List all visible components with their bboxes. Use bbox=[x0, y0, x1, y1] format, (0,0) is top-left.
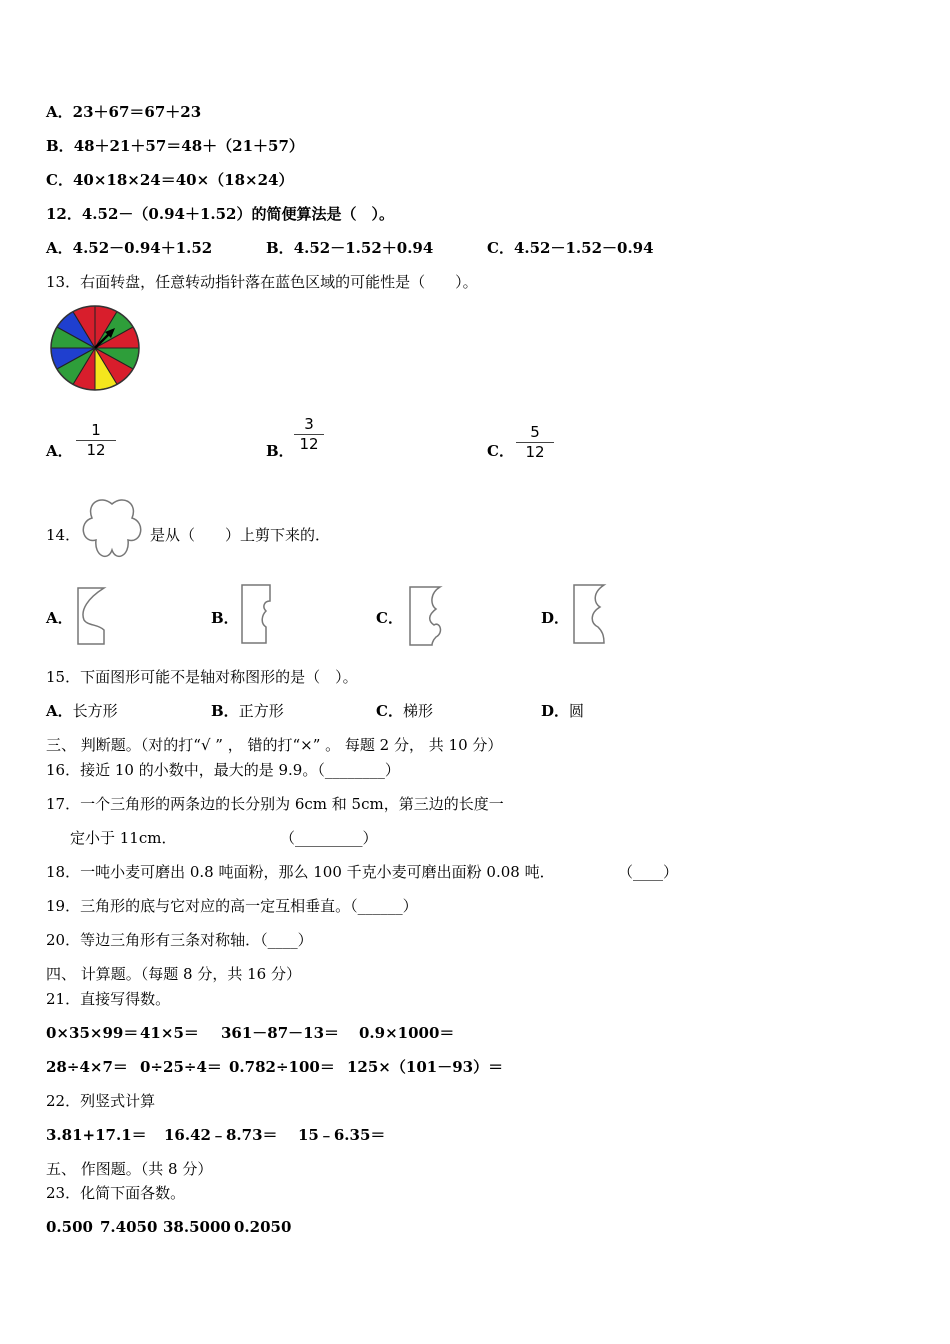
q15-stem: 15．下面图形可能不是轴对称图形的是（ ）。 bbox=[46, 668, 358, 686]
q11-option-c: C．40×18×24＝40×（18×24） bbox=[46, 171, 294, 189]
q21-item: 0.782÷100＝ bbox=[229, 1058, 335, 1076]
q14-option-c-letter: C． bbox=[376, 609, 403, 627]
q13-option-a-letter: A． bbox=[46, 442, 73, 460]
q23-item: 7.4050 bbox=[100, 1218, 158, 1236]
q22-stem: 22．列竖式计算 bbox=[46, 1092, 156, 1110]
q12-option-a: A．4.52－0.94＋1.52 bbox=[46, 239, 213, 257]
q11-option-b: B．48＋21＋57＝48＋（21＋57） bbox=[46, 137, 304, 155]
q21-stem: 21．直接写得数。 bbox=[46, 990, 171, 1008]
q19: 19．三角形的底与它对应的高一定互相垂直。（______） bbox=[46, 897, 418, 915]
q21-item: 41×5＝ bbox=[140, 1024, 199, 1042]
q14-stem: 是从（ ）上剪下来的． bbox=[150, 526, 331, 544]
q14-option-a-letter: A． bbox=[46, 609, 73, 627]
q23-item: 38.5000 bbox=[163, 1218, 231, 1236]
q23-item: 0.2050 bbox=[234, 1218, 292, 1236]
q14-option-d-letter: D． bbox=[541, 609, 570, 627]
q18: 18．一吨小麦可磨出 0.8 吨面粉，那么 100 千克小麦可磨出面粉 0.08 吨． bbox=[46, 863, 555, 881]
clover-shape-image bbox=[80, 496, 144, 562]
q20: 20．等边三角形有三条对称轴．（____） bbox=[46, 931, 313, 949]
q13-option-a-fraction: 1 12 bbox=[76, 422, 116, 459]
q17-blank: （_________） bbox=[280, 829, 378, 847]
q17-line1: 17．一个三角形的两条边的长分别为 6cm 和 5cm，第三边的长度一 bbox=[46, 795, 504, 813]
q21-item: 0×35×99＝ bbox=[46, 1024, 139, 1042]
q15-option-c: C．梯形 bbox=[376, 702, 433, 720]
q14-option-a-image bbox=[76, 586, 108, 646]
q15-option-b: B．正方形 bbox=[211, 702, 284, 720]
q16: 16．接近 10 的小数中，最大的是 9.9。（________） bbox=[46, 761, 400, 779]
q12-option-c: C．4.52－1.52－0.94 bbox=[487, 239, 654, 257]
q14-number: 14． bbox=[46, 526, 81, 544]
q13-option-c-fraction: 5 12 bbox=[516, 424, 554, 461]
q21-item: 361－87－13＝ bbox=[221, 1024, 340, 1042]
q15-option-d: D．圆 bbox=[541, 702, 585, 720]
q17-line2: 定小于 11cm． bbox=[70, 829, 177, 847]
q12-option-b: B．4.52－1.52＋0.94 bbox=[266, 239, 434, 257]
q22-item: 3.81+17.1＝ bbox=[46, 1126, 147, 1144]
q15-option-a: A．长方形 bbox=[46, 702, 118, 720]
q12-stem: 12．4.52－（0.94＋1.52）的简便算法是（ ）。 bbox=[46, 205, 394, 223]
q14-option-d-image bbox=[572, 583, 608, 645]
spinner-image bbox=[49, 304, 141, 392]
section-5-heading: 五、 作图题。（共 8 分） bbox=[46, 1160, 213, 1178]
q21-item: 125×（101－93）＝ bbox=[347, 1058, 504, 1076]
q21-item: 0.9×1000＝ bbox=[359, 1024, 455, 1042]
q13-stem: 13．右面转盘，任意转动指针落在蓝色区域的可能性是（ ）。 bbox=[46, 273, 478, 291]
q14-option-b-image bbox=[240, 583, 274, 645]
q14-option-b-letter: B． bbox=[211, 609, 239, 627]
q13-option-b-fraction: 3 12 bbox=[294, 416, 324, 453]
q11-option-a: A．23＋67＝67＋23 bbox=[46, 103, 202, 121]
q22-item: 15﹣6.35＝ bbox=[298, 1126, 386, 1144]
q21-item: 0÷25÷4＝ bbox=[140, 1058, 222, 1076]
q23-stem: 23．化简下面各数。 bbox=[46, 1184, 186, 1202]
q13-option-c-letter: C． bbox=[487, 442, 514, 460]
section-4-heading: 四、 计算题。（每题 8 分，共 16 分） bbox=[46, 965, 301, 983]
q18-blank: （____） bbox=[618, 863, 679, 881]
q13-option-b-letter: B． bbox=[266, 442, 294, 460]
q22-item: 16.42﹣8.73＝ bbox=[164, 1126, 278, 1144]
q21-item: 28÷4×7＝ bbox=[46, 1058, 128, 1076]
q14-option-c-image bbox=[406, 585, 444, 647]
q23-item: 0.500 bbox=[46, 1218, 93, 1236]
section-3-heading: 三、 判断题。（对的打“√ ” ， 错的打“×” 。 每题 2 分， 共 10 分） bbox=[46, 736, 503, 754]
